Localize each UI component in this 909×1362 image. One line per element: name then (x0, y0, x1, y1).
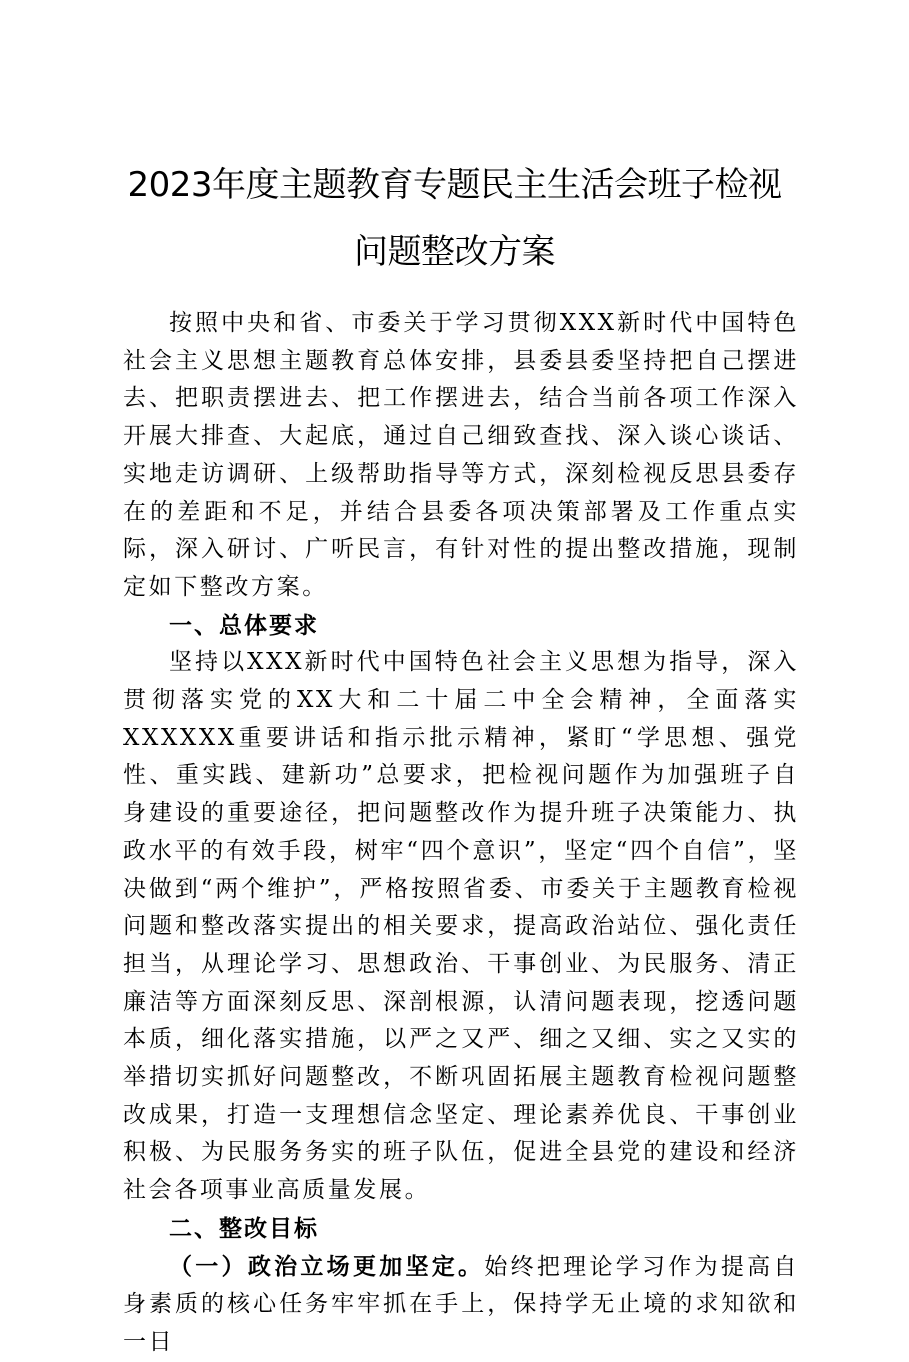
goal-item-1-lead: （一）政治立场更加坚定。 (169, 1252, 485, 1280)
document-title-line-2: 问题整改方案 (354, 232, 555, 272)
section-heading-rectification-goals: 二、整改目标 (169, 1214, 319, 1242)
general-requirements-paragraph: 坚持以XXX新时代中国特色社会主义思想为指导，深入贯彻落实党的XX大和二十届二中全会精神，全面落实XXXXXX重要讲话和指示批示精神，紧盯“学思想、强党性、重实践、建新功”总要求，把检视问题作为加强班子自身建设的重要途径，把问题整改作为提升班子决策能力、执政水平的有效手段，树牢“四个意识”，坚定“四个自信”，坚决做到“两个维护”，严格按照省委、市委关于主题教育检视问题和整改落实提出的相关要求，提高政治站位、强化责任担当，从理论学习、思想政治、干事创业、为民服务、清正廉洁等方面深刻反思、深剖根源，认清问题表现，挖透问题本质，细化落实措施，以严之又严、细之又细、实之又实的举措切实抓好问题整改，不断巩固拓展主题教育检视问题整改成果，打造一支理想信念坚定、理论素养优良、干事创业积极、为民服务务实的班子队伍，促进全县党的建设和经济社会各项事业高质量发展。 (123, 649, 799, 1204)
section-heading-general-requirements: 一、总体要求 (169, 611, 319, 639)
goal-item-1-text: 始终把理论学习作为提高自身素质的核心任务牢牢抓在手上，保持学无止境的求知欲和一日 (123, 1253, 800, 1355)
document-body (123, 305, 799, 1362)
goal-item-1 (123, 1248, 799, 1362)
document-title-line-1: 2023年度主题教育专题民主生活会班子检视 (127, 165, 782, 205)
intro-paragraph: 按照中央和省、市委关于学习贯彻XXX新时代中国特色社会主义思想主题教育总体安排，县委县委坚持把自己摆进去、把职责摆进去、把工作摆进去，结合当前各项工作深入开展大排查、大起底，通过自己细致查找、深入谈心谈话、实地走访调研、上级帮助指导等方式，深刻检视反思县委存在的差距和不足，并结合县委各项决策部署及工作重点实际，深入研讨、广听民言，有针对性的提出整改措施，现制定如下整改方案。 (123, 310, 799, 600)
